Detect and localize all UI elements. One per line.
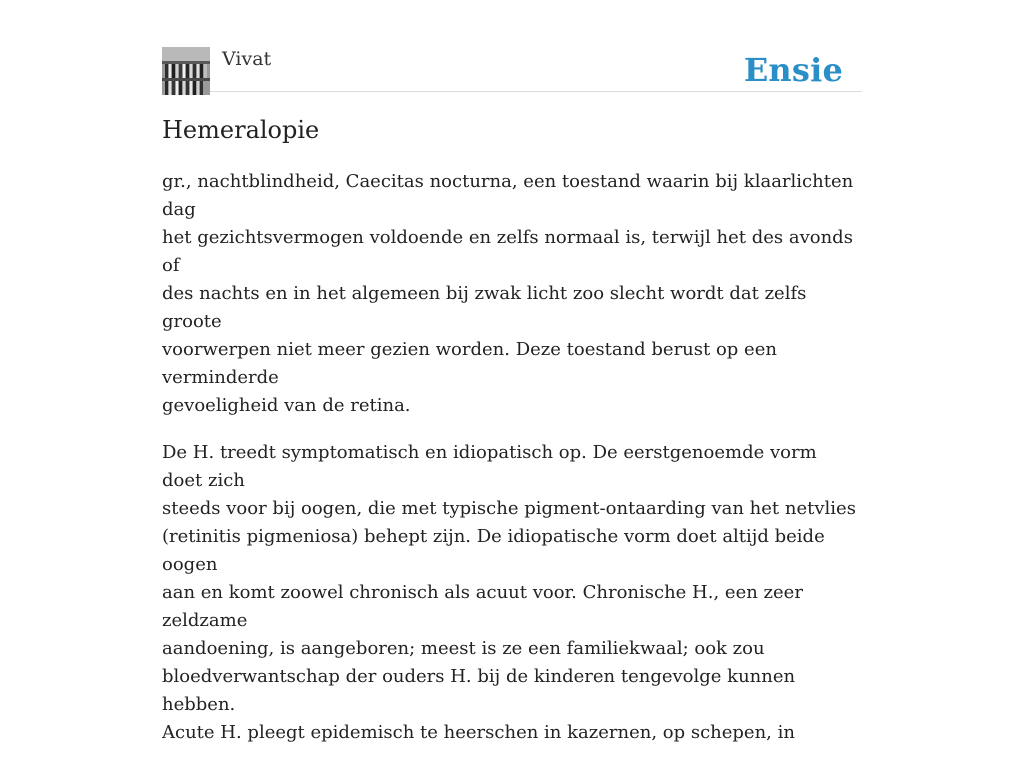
article-paragraph-2: De H. treedt symptomatisch en idiopatisch op. De eerstgenoemde vorm doet zich steeds voor bij oogen, die met typische pigment-ontaarding van het netvlies (retinitis pigmeniosa) behept zijn. De idiopatische vorm doet altijd beide oogen aan en komt zoowel chronisch als acuut voor. Chronische H., een zeer zeldzame aandoening, is aangeboren; meest is ze een familiekwaal; ook zou bloedverwantschap der ouders H. bij de kinderen tengevolge kunnen hebben. Acute H. pleegt epidemisch te heerschen in kazernen, op schepen, in	[162, 442, 856, 743]
article-body	[162, 168, 862, 766]
header	[162, 46, 862, 92]
article-paragraph-1: gr., nachtblindheid, Caecitas nocturna, een toestand waarin bij klaarlichten dag het gezichtsvermogen voldoende en zelfs normaal is, terwijl het des avonds of des nachts en in het algemeen bij zwak licht zoo slecht wordt dat zelfs groote voorwerpen niet meer gezien worden. Deze toestand berust op een verminderde gevoeligheid van de retina.	[162, 171, 854, 416]
bookshelf-avatar-icon[interactable]	[162, 47, 210, 95]
article-title: Hemeralopie	[162, 116, 320, 144]
author-name[interactable]: Vivat	[222, 48, 272, 70]
brand-logo[interactable]: Ensie	[743, 51, 843, 89]
